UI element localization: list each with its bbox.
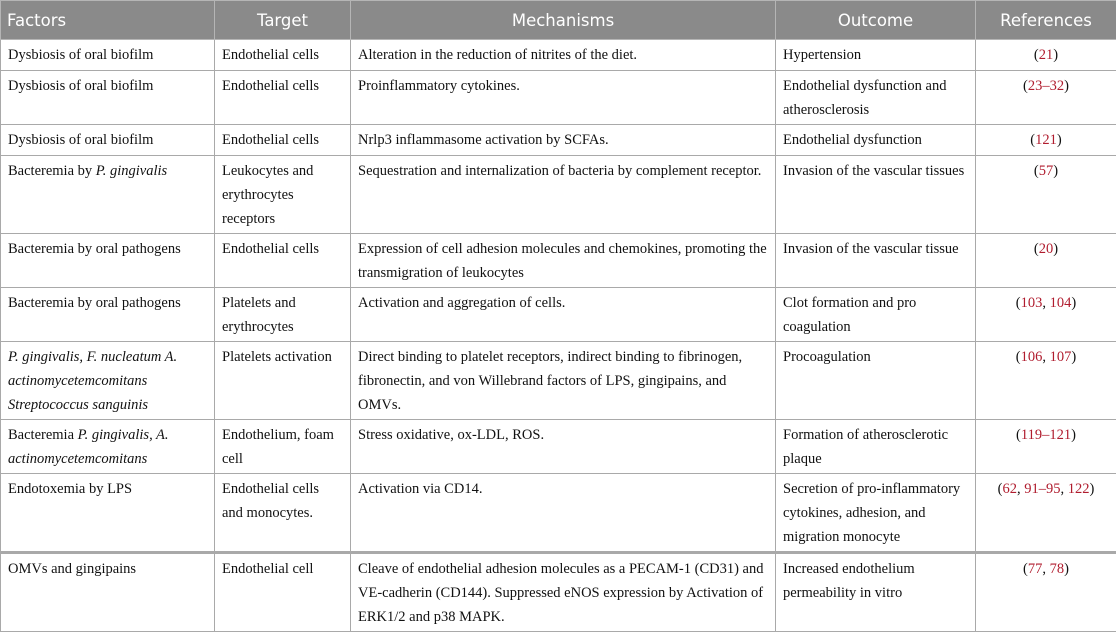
target-cell: Endothelial cells — [215, 234, 351, 288]
header-target: Target — [215, 1, 351, 40]
reference-link[interactable]: 23–32 — [1028, 78, 1064, 94]
factor-text: Bacteremia by oral pathogens — [8, 295, 181, 311]
references-cell: (77, 78) — [976, 553, 1116, 632]
table-row — [1, 474, 1116, 553]
outcome-cell: Endothelial dysfunction — [776, 125, 976, 156]
mechanism-cell: Stress oxidative, ox-LDL, ROS. — [351, 420, 776, 474]
reference-link[interactable]: 103 — [1021, 295, 1043, 311]
references-cell: (103, 104) — [976, 288, 1116, 342]
table-row — [1, 420, 1116, 474]
factor-cell — [1, 553, 215, 632]
outcome-cell: Secretion of pro-inflammatory cytokines, adhesion, and migration monocyte — [776, 474, 976, 553]
outcome-cell: Invasion of the vascular tissue — [776, 234, 976, 288]
target-cell: Endothelial cell — [215, 553, 351, 632]
table-row — [1, 156, 1116, 234]
reference-link[interactable]: 57 — [1039, 163, 1054, 179]
mechanism-cell: Expression of cell adhesion molecules and chemokines, promoting the transmigration of leukocytes — [351, 234, 776, 288]
mechanism-cell: Activation via CD14. — [351, 474, 776, 553]
factor-text: Bacteremia by oral pathogens — [8, 241, 181, 257]
table-row — [1, 71, 1116, 125]
reference-link[interactable]: 119–121 — [1021, 427, 1071, 443]
table-row — [1, 125, 1116, 156]
header-factors: Factors — [1, 1, 215, 40]
references-cell: (23–32) — [976, 71, 1116, 125]
factor-text: Dysbiosis of oral biofilm — [8, 78, 153, 94]
target-cell: Endothelial cells — [215, 40, 351, 71]
references-cell: (62, 91–95, 122) — [976, 474, 1116, 553]
factor-text: Dysbiosis of oral biofilm — [8, 47, 153, 63]
factor-cell — [1, 40, 215, 71]
reference-link[interactable]: 122 — [1068, 481, 1090, 497]
mechanism-cell: Cleave of endothelial adhesion molecules as a PECAM-1 (CD31) and VE-cadherin (CD144). Suppressed eNOS expression by Activation of ERK1/2 and p38 MAPK. — [351, 553, 776, 632]
factor-cell — [1, 474, 215, 553]
outcome-cell: Hypertension — [776, 40, 976, 71]
references-cell: (57) — [976, 156, 1116, 234]
reference-link[interactable]: 21 — [1039, 47, 1054, 63]
factor-cell — [1, 342, 215, 420]
header-references: References — [976, 1, 1116, 40]
references-cell: (106, 107) — [976, 342, 1116, 420]
factor-cell — [1, 71, 215, 125]
outcome-cell: Invasion of the vascular tissues — [776, 156, 976, 234]
target-cell: Platelets and erythrocytes — [215, 288, 351, 342]
reference-link[interactable]: 104 — [1050, 295, 1072, 311]
reference-link[interactable]: 121 — [1035, 132, 1057, 148]
header-row — [1, 1, 1116, 40]
factor-text: P. gingivalis — [96, 163, 167, 179]
target-cell: Platelets activation — [215, 342, 351, 420]
target-cell: Endothelium, foam cell — [215, 420, 351, 474]
factor-text: P. gingivalis, A. actinomycetemcomitans — [8, 427, 169, 467]
table-row — [1, 40, 1116, 71]
table-row — [1, 553, 1116, 632]
factor-text: P. gingivalis, F. nucleatum A. actinomycetemcomitans Streptococcus sanguinis — [8, 349, 177, 413]
factor-cell — [1, 234, 215, 288]
mechanism-cell: Proinflammatory cytokines. — [351, 71, 776, 125]
references-cell: (20) — [976, 234, 1116, 288]
header-outcome: Outcome — [776, 1, 976, 40]
outcome-cell: Clot formation and pro coagulation — [776, 288, 976, 342]
outcome-cell: Formation of atherosclerotic plaque — [776, 420, 976, 474]
factor-text: Dysbiosis of oral biofilm — [8, 132, 153, 148]
references-cell: (119–121) — [976, 420, 1116, 474]
reference-link[interactable]: 20 — [1039, 241, 1054, 257]
outcome-cell: Endothelial dysfunction and atherosclerosis — [776, 71, 976, 125]
factor-text: Bacteremia by — [8, 163, 96, 179]
target-cell: Leukocytes and erythrocytes receptors — [215, 156, 351, 234]
outcome-cell: Increased endothelium permeability in vitro — [776, 553, 976, 632]
outcome-cell: Procoagulation — [776, 342, 976, 420]
factor-cell — [1, 288, 215, 342]
reference-link[interactable]: 62 — [1003, 481, 1018, 497]
mechanism-cell: Nrlp3 inflammasome activation by SCFAs. — [351, 125, 776, 156]
target-cell: Endothelial cells — [215, 125, 351, 156]
table-row — [1, 288, 1116, 342]
mechanism-cell: Direct binding to platelet receptors, indirect binding to fibrinogen, fibronectin, and von Willebrand factors of LPS, gingipains, and OMVs. — [351, 342, 776, 420]
factor-text: Endotoxemia by LPS — [8, 481, 132, 497]
reference-link[interactable]: 78 — [1050, 561, 1065, 577]
table-row — [1, 234, 1116, 288]
mechanism-cell: Sequestration and internalization of bacteria by complement receptor. — [351, 156, 776, 234]
mechanism-cell: Alteration in the reduction of nitrites of the diet. — [351, 40, 776, 71]
factor-cell — [1, 420, 215, 474]
target-cell: Endothelial cells and monocytes. — [215, 474, 351, 553]
reference-link[interactable]: 77 — [1028, 561, 1043, 577]
mechanism-cell: Activation and aggregation of cells. — [351, 288, 776, 342]
table-row — [1, 342, 1116, 420]
reference-link[interactable]: 107 — [1050, 349, 1072, 365]
header-mechanisms: Mechanisms — [351, 1, 776, 40]
reference-link[interactable]: 106 — [1021, 349, 1043, 365]
factor-text: OMVs and gingipains — [8, 561, 136, 577]
references-cell: (121) — [976, 125, 1116, 156]
factor-cell — [1, 125, 215, 156]
factor-text: Bacteremia — [8, 427, 78, 443]
target-cell: Endothelial cells — [215, 71, 351, 125]
reference-link[interactable]: 91–95 — [1024, 481, 1060, 497]
factor-cell — [1, 156, 215, 234]
references-cell: (21) — [976, 40, 1116, 71]
